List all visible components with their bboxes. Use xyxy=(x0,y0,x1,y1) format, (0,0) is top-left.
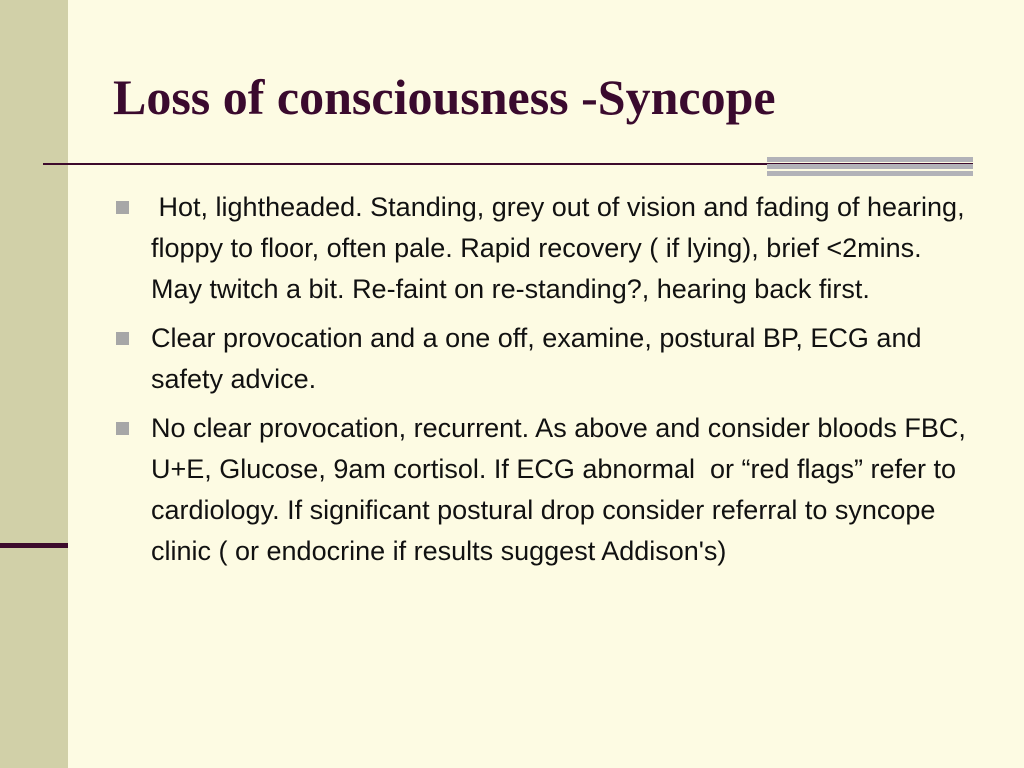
square-bullet-icon xyxy=(116,201,129,214)
bullet-item xyxy=(116,408,974,572)
square-bullet-icon xyxy=(116,332,129,345)
accent-bars xyxy=(767,157,973,179)
bullet-list xyxy=(116,187,974,580)
side-band xyxy=(0,0,68,768)
side-rule xyxy=(0,543,68,548)
accent-bar xyxy=(767,171,973,176)
bullet-item xyxy=(116,187,973,310)
bullet-text: Clear provocation and a one off, examine, postural BP, ECG and safety advice. xyxy=(151,323,937,394)
bullet-text: No clear provocation, recurrent. As above and consider bloods FBC, U+E, Glucose, 9am cortisol. If ECG abnormal or “red flags” refer to cardiology. If significant postural drop consider referral to syncope clinic ( or endocrine if results suggest Addison's) xyxy=(151,413,974,566)
accent-bar xyxy=(767,164,973,169)
bullet-item xyxy=(116,318,966,400)
square-bullet-icon xyxy=(116,422,129,435)
slide-title: Loss of consciousness -Syncope xyxy=(113,69,776,125)
bullet-text: Hot, lightheaded. Standing, grey out of vision and fading of hearing, floppy to floor, often pale. Rapid recovery ( if lying), brief <2mins. May twitch a bit. Re-faint on re-standing?, hearing back first. xyxy=(151,192,973,304)
accent-bar xyxy=(767,157,973,162)
